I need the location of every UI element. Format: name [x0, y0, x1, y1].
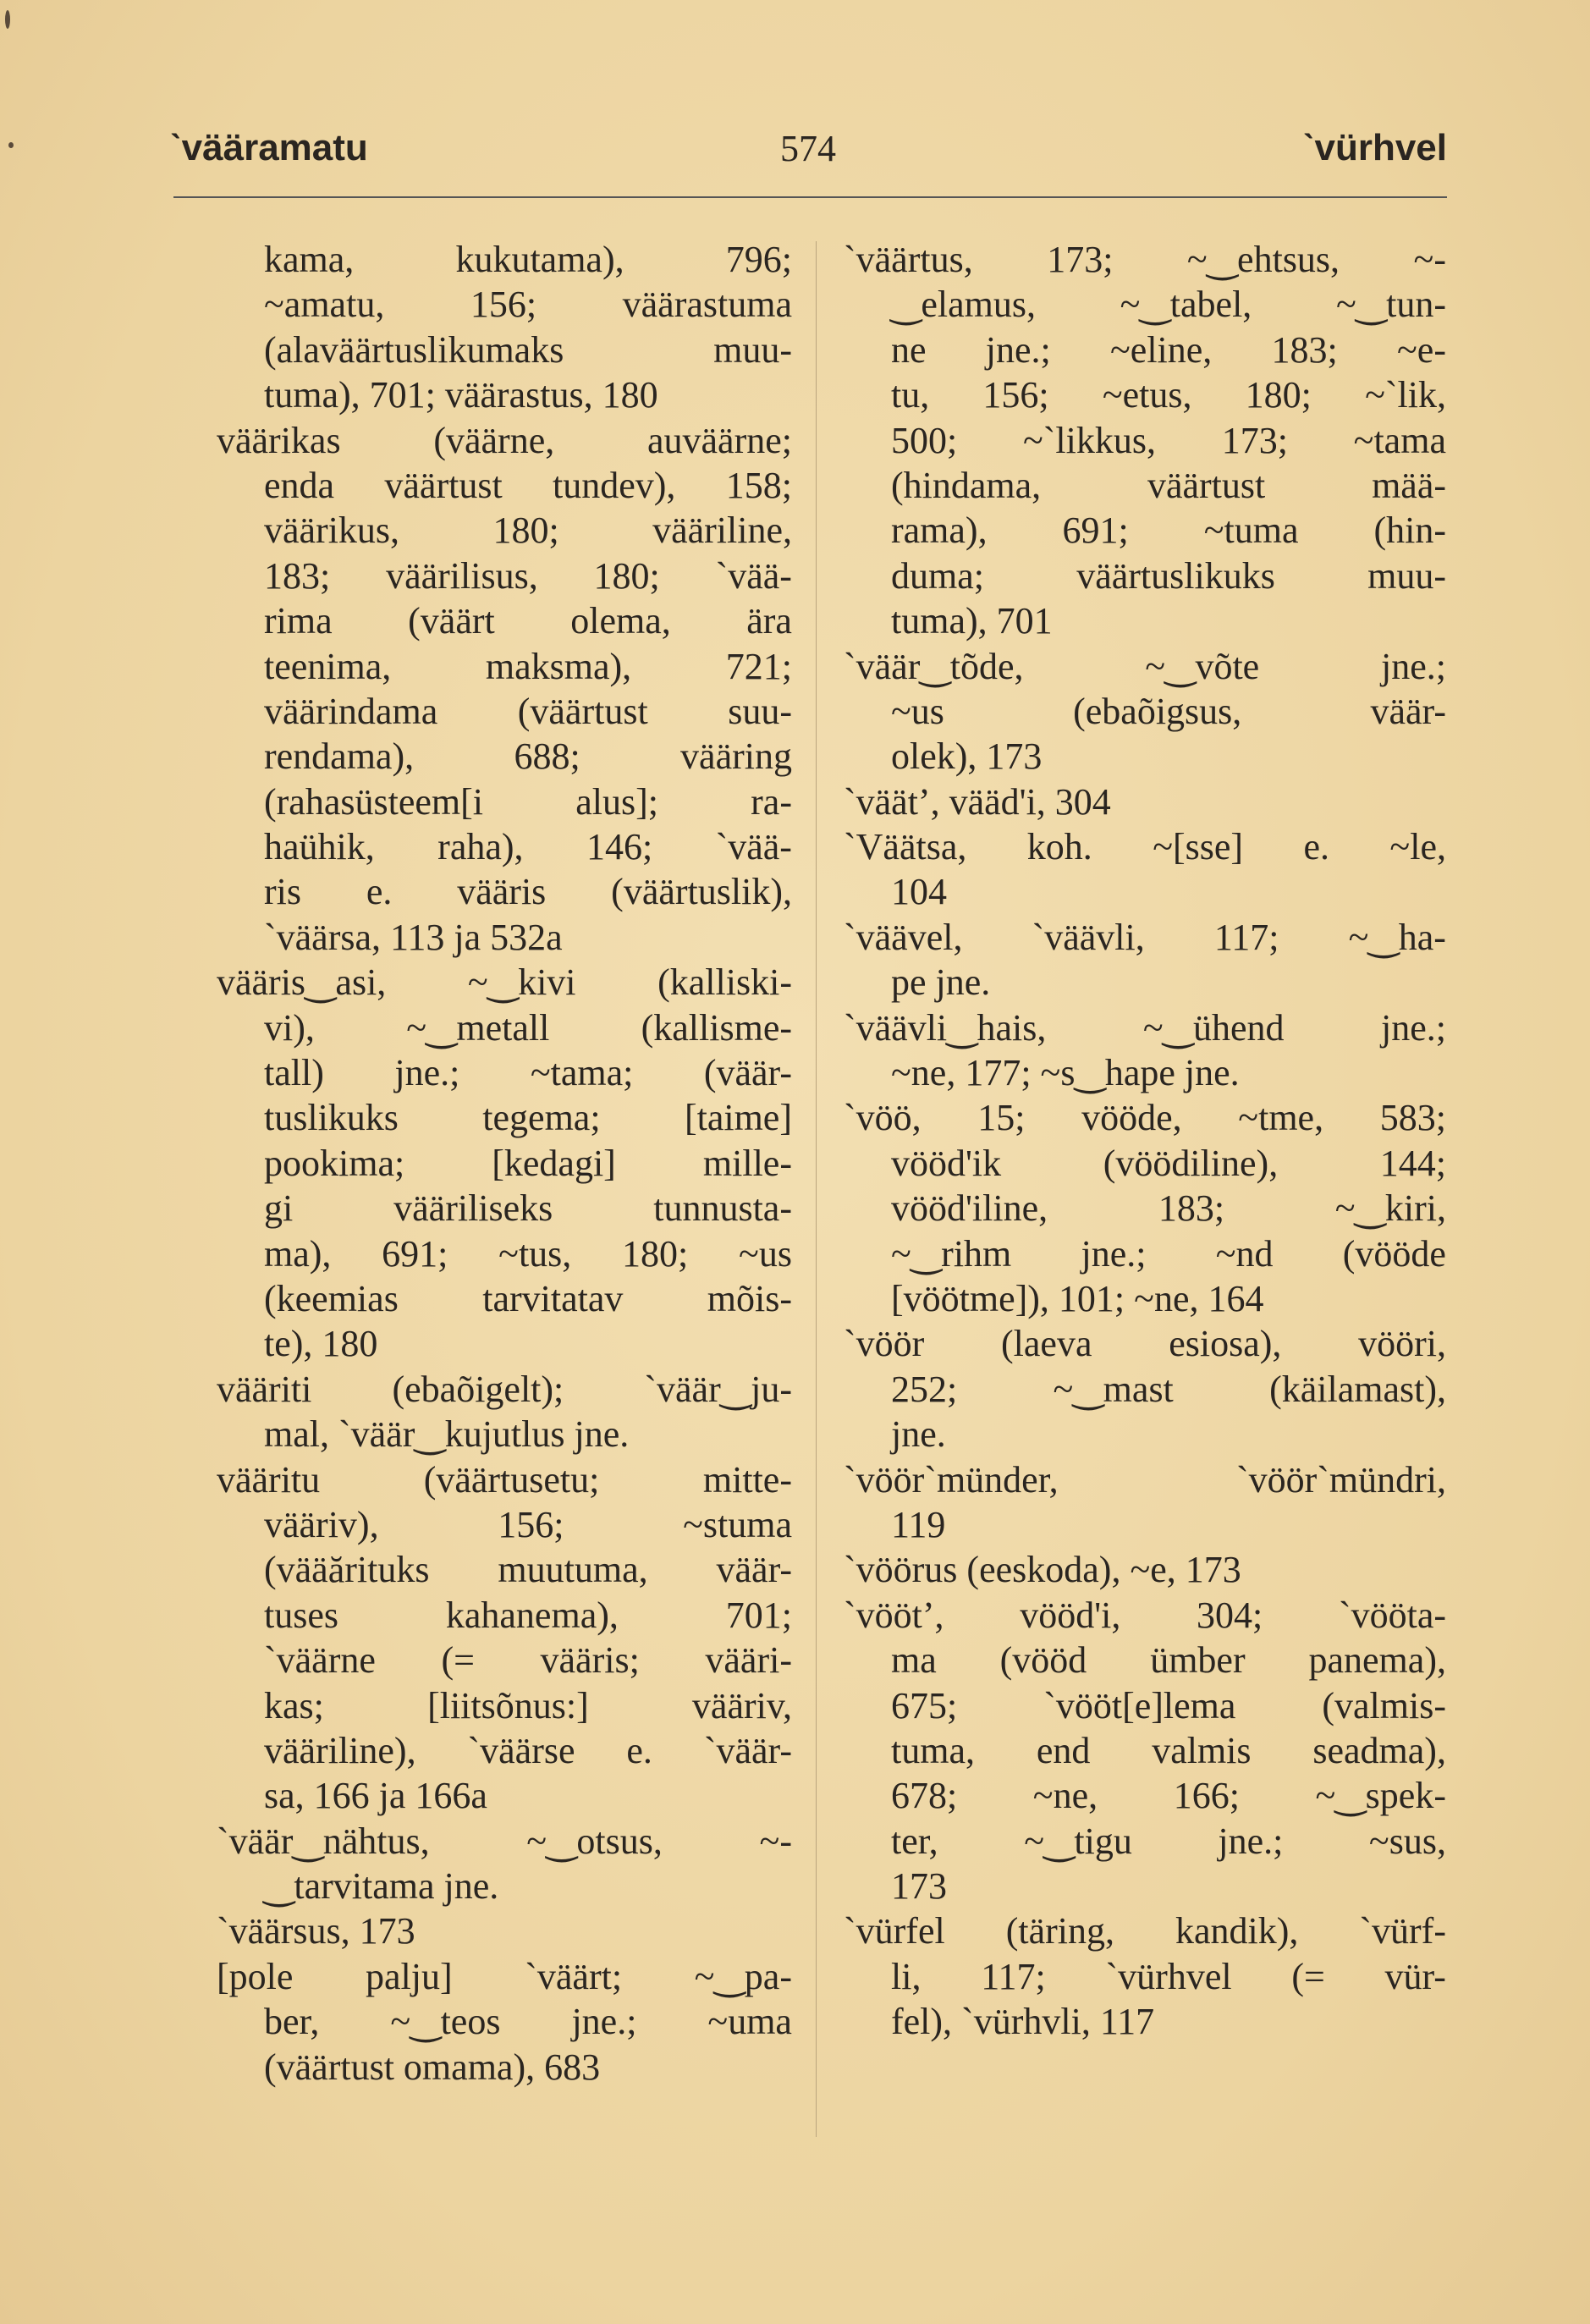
- entry-line: (vääărituks muutuma, väär-: [264, 1549, 792, 1591]
- header-left-headword: ˋvääramatu: [169, 127, 368, 168]
- entry-line: (rahasüsteem[i alus]; ra-: [264, 780, 792, 823]
- entry-line: vääriline), ˋväärse e. ˋväär-: [264, 1729, 792, 1771]
- entry-line: vääriv), 156; ~stuma: [264, 1503, 792, 1545]
- entry-line: ˋväärne (= vääris; vääri-: [264, 1639, 792, 1682]
- entry-line: ˋväär‿nähtus, ~‿otsus, ~-: [217, 1820, 792, 1862]
- paper-spot: [5, 10, 10, 29]
- entry-line: jne.: [891, 1413, 946, 1456]
- entry-line: 173: [891, 1865, 947, 1908]
- column-divider: [816, 241, 817, 2137]
- entry-line: ‿elamus, ~‿tabel, ~‿tun-: [891, 284, 1446, 326]
- entry-line: väärindama (väärtust suu-: [264, 690, 792, 732]
- entry-line: ˋväär‿tõde, ~‿võte jne.;: [844, 645, 1446, 687]
- entry-line: tuses kahanema), 701;: [264, 1594, 792, 1636]
- entry-line: vääris‿asi, ~‿kivi (kalliski-: [217, 961, 792, 1004]
- entry-line: ~ne, 177; ~s‿hape jne.: [891, 1052, 1240, 1094]
- entry-line: ˋVäätsa, koh. ~[sse] e. ~le,: [844, 826, 1446, 868]
- entry-line: ˋväärsa, 113 ja 532a: [264, 916, 563, 958]
- right-column: [844, 237, 1446, 2045]
- entry-line: 104: [891, 871, 947, 913]
- entry-line: ne jne.; ~eline, 183; ~e-: [891, 328, 1446, 371]
- entry-line: väärikas (väärne, auväärne;: [217, 419, 792, 461]
- entry-line: tu, 156; ~etus, 180; ~ˋlik,: [891, 374, 1446, 416]
- entry-line: kas; [liitsõnus:] vääriv,: [264, 1684, 792, 1726]
- entry-line: (hindama, väärtust mää-: [891, 464, 1446, 506]
- entry-line: (väärtust omama), 683: [264, 2046, 601, 2088]
- entry-line: ˋväävel, ˋväävli, 117; ~‿ha-: [844, 916, 1446, 958]
- entry-line: ˋvürfel (täring, kandik), ˋvürf-: [844, 1910, 1446, 1952]
- entry-line: rima (väärt olema, ära: [264, 600, 792, 642]
- entry-line: ma (vööd ümber panema),: [891, 1639, 1446, 1682]
- entry-line: ~amatu, 156; väärastuma: [264, 284, 792, 326]
- entry-line: tuma), 701; väärastus, 180: [264, 374, 658, 416]
- entry-line: rama), 691; ~tuma (hin-: [891, 509, 1446, 552]
- entry-line: (alaväärtuslikumaks muu-: [264, 328, 792, 371]
- entry-line: ‿tarvitama jne.: [264, 1865, 499, 1908]
- entry-line: [vöötme]), 101; ~ne, 164: [891, 1277, 1264, 1319]
- entry-line: 183; väärilisus, 180; ˋvää-: [264, 554, 792, 597]
- entry-line: teenima, maksma), 721;: [264, 645, 792, 687]
- header-rule: [173, 196, 1447, 198]
- entry-line: vööd'ik (vöödiline), 144;: [891, 1142, 1446, 1184]
- entry-line: tuma, end valmis seadma),: [891, 1729, 1446, 1771]
- entry-line: haühik, raha), 146; ˋvää-: [264, 826, 792, 868]
- entry-line: ter, ~‿tigu jne.; ~sus,: [891, 1820, 1446, 1862]
- entry-line: mal, ˋväär‿kujutlus jne.: [264, 1413, 630, 1456]
- entry-line: li, 117; ˋvürhvel (= vür-: [891, 1955, 1446, 1997]
- entry-line: 500; ~ˋlikkus, 173; ~tama: [891, 419, 1446, 461]
- entry-line: tuslikuks tegema; [taime]: [264, 1097, 792, 1139]
- entry-line: ~us (ebaõigsus, väär-: [891, 690, 1446, 732]
- entry-line: sa, 166 ja 166a: [264, 1775, 487, 1817]
- entry-line: ris e. vääris (väärtuslik),: [264, 871, 792, 913]
- entry-line: vääritu (väärtusetu; mitte-: [217, 1458, 792, 1501]
- entry-line: [pole palju] ˋväärt; ~‿pa-: [217, 1955, 792, 1997]
- entry-line: kama, kukutama), 796;: [264, 239, 792, 280]
- entry-line: 678; ~ne, 166; ~‿spek-: [891, 1775, 1446, 1817]
- entry-line: fel), ˋvürhvli, 117: [891, 2001, 1155, 2043]
- entry-line: ˋvöö, 15; vööde, ~tme, 583;: [844, 1097, 1446, 1139]
- page-number: 574: [780, 128, 836, 169]
- entry-line: vööd'iline, 183; ~‿kiri,: [891, 1187, 1446, 1230]
- entry-line: te), 180: [264, 1323, 378, 1365]
- entry-line: ˋvöörus (eeskoda), ~e, 173: [844, 1549, 1241, 1591]
- entry-line: ˋväärtus, 173; ~‿ehtsus, ~-: [844, 239, 1446, 280]
- entry-line: ber, ~‿teos jne.; ~uma: [264, 2001, 792, 2043]
- entry-line: ˋväärsus, 173: [217, 1910, 415, 1952]
- entry-line: ˋvöötʼ, vööd'i, 304; ˋvööta-: [844, 1594, 1446, 1636]
- entry-line: vi), ~‿metall (kallisme-: [264, 1006, 792, 1049]
- entry-line: ˋvöör (laeva esiosa), vööri,: [844, 1323, 1446, 1365]
- entry-line: 252; ~‿mast (käilamast),: [891, 1368, 1446, 1410]
- entry-line: väärikus, 180; vääriline,: [264, 509, 792, 552]
- entry-line: 119: [891, 1503, 946, 1545]
- entry-line: ˋvöörˋmünder, ˋvöörˋmündri,: [844, 1458, 1446, 1501]
- entry-line: ˋväävli‿hais, ~‿ühend jne.;: [844, 1006, 1446, 1049]
- entry-line: (keemias tarvitatav mõis-: [264, 1277, 792, 1319]
- entry-line: ma), 691; ~tus, 180; ~us: [264, 1232, 792, 1275]
- entry-line: rendama), 688; vääring: [264, 735, 792, 778]
- entry-line: ~‿rihm jne.; ~nd (vööde: [891, 1232, 1446, 1275]
- entry-line: pe jne.: [891, 961, 991, 1004]
- entry-line: pookima; [kedagi] mille-: [264, 1142, 792, 1184]
- entry-line: gi vääriliseks tunnusta-: [264, 1187, 792, 1230]
- entry-line: duma; väärtuslikuks muu-: [891, 554, 1446, 597]
- left-column: [217, 237, 792, 2090]
- header-right-headword: ˋvürhvel: [1301, 127, 1447, 168]
- paper-spot: [8, 142, 14, 148]
- entry-line: ˋväätʼ, vääd'i, 304: [844, 780, 1111, 823]
- entry-line: 675; ˋvööt[e]lema (valmis-: [891, 1684, 1446, 1726]
- running-header: [169, 127, 1447, 186]
- entry-line: vääriti (ebaõigelt); ˋväär‿ju-: [217, 1368, 792, 1410]
- entry-line: tall) jne.; ~tama; (väär-: [264, 1052, 792, 1094]
- entry-line: olek), 173: [891, 735, 1043, 778]
- entry-line: enda väärtust tundev), 158;: [264, 464, 792, 506]
- entry-line: tuma), 701: [891, 600, 1053, 642]
